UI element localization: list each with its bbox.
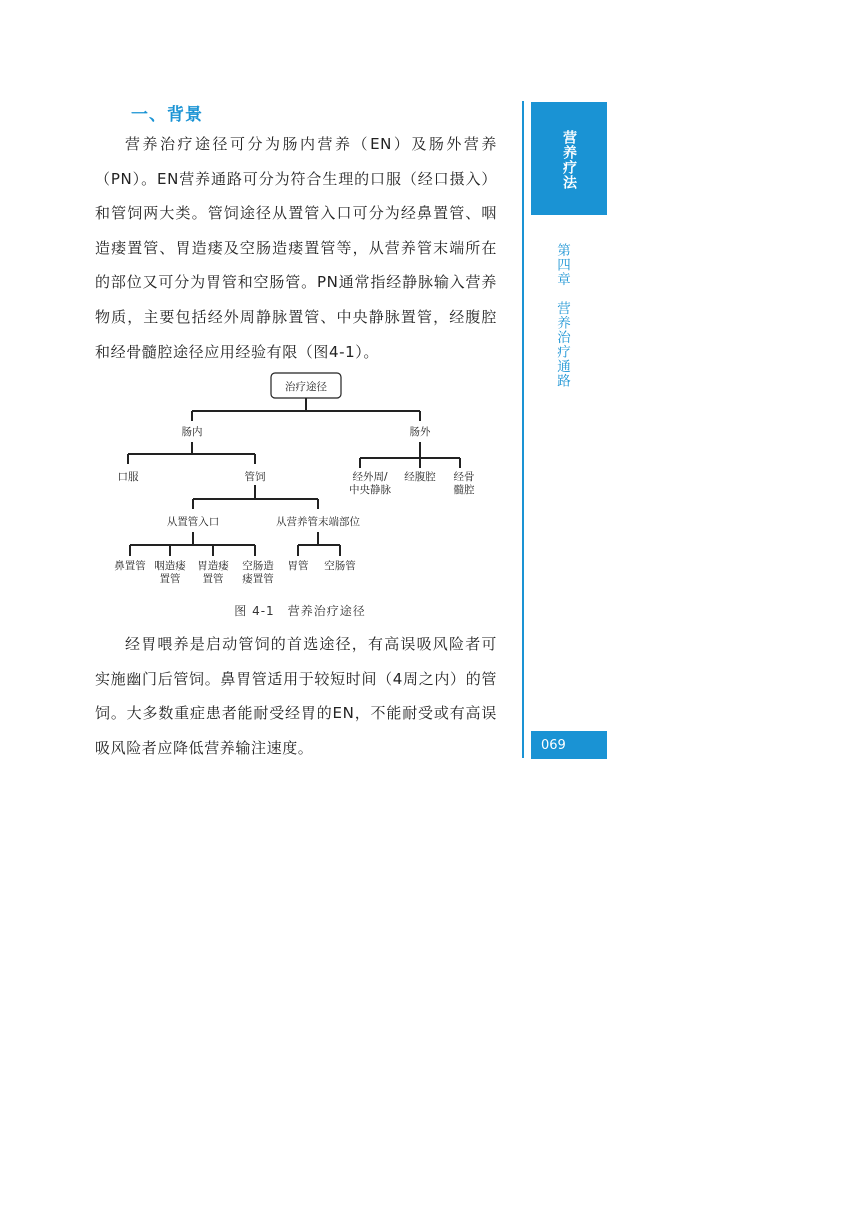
node-pharynx-line2: 置管 <box>159 573 181 585</box>
node-gastro-line1: 胃造瘘 <box>197 560 229 572</box>
node-enteral: 肠内 <box>181 426 203 438</box>
body-paragraph: 经胃喂养是启动管饲的首选途径，有高误吸风险者可实施幽门后管饲。鼻胃管适用于较短时间（4周之内）的管饲。大多数重症患者能耐受经胃的EN，不能耐受或有高误吸风险者应降低营养输注速度。 <box>95 635 497 757</box>
intro-paragraph: 营养治疗途径可分为肠内营养（EN）及肠外营养（PN）。EN营养通路可分为符合生理的口服（经口摄入）和管饲两大类。管饲途径从置管入口可分为经鼻置管、咽造瘘置管、胃造瘘及空肠造瘘置管等，从营养管末端所在的部位又可分为胃管和空肠管。PN通常指经静脉输入营养物质，主要包括经外周静脉置管、中央静脉置管，经腹腔和经骨髓腔途径应用经验有限（图4-1）。 <box>95 135 497 361</box>
node-nasal: 鼻置管 <box>114 560 146 572</box>
figure-caption: 图 4-1 营养治疗途径 <box>234 604 366 618</box>
chapter-title: 第四章 营养治疗通路 <box>554 243 570 388</box>
treatment-route-diagram <box>100 368 500 598</box>
node-gastro-line2: 置管 <box>202 573 224 585</box>
section-tab <box>531 102 607 215</box>
node-iv-line1: 经外周/ <box>352 471 388 483</box>
section-heading: 一、背景 <box>131 105 203 125</box>
node-jejuno-line2: 瘘置管 <box>242 573 274 585</box>
section-tab-label: 营养疗法 <box>561 130 577 190</box>
node-tip: 从营养管末端部位 <box>276 516 360 528</box>
node-entry: 从置管入口 <box>166 516 220 528</box>
node-root: 治疗途径 <box>285 381 327 393</box>
page-number: 069 <box>531 731 607 759</box>
node-marrow-line1: 经骨 <box>453 471 475 483</box>
node-peritoneal: 经腹腔 <box>404 471 436 483</box>
node-marrow-line2: 髓腔 <box>453 484 475 496</box>
node-oral: 口服 <box>117 471 139 483</box>
node-jejunal-tube: 空肠管 <box>324 560 356 572</box>
node-pharynx-line1: 咽造瘘 <box>154 560 186 572</box>
margin-divider <box>522 101 524 758</box>
node-jejuno-line1: 空肠造 <box>242 560 274 572</box>
node-parenteral: 肠外 <box>409 426 431 438</box>
node-tube: 管饲 <box>244 471 266 483</box>
node-gastric-tube: 胃管 <box>287 560 309 572</box>
node-iv-line2: 中央静脉 <box>349 484 391 496</box>
